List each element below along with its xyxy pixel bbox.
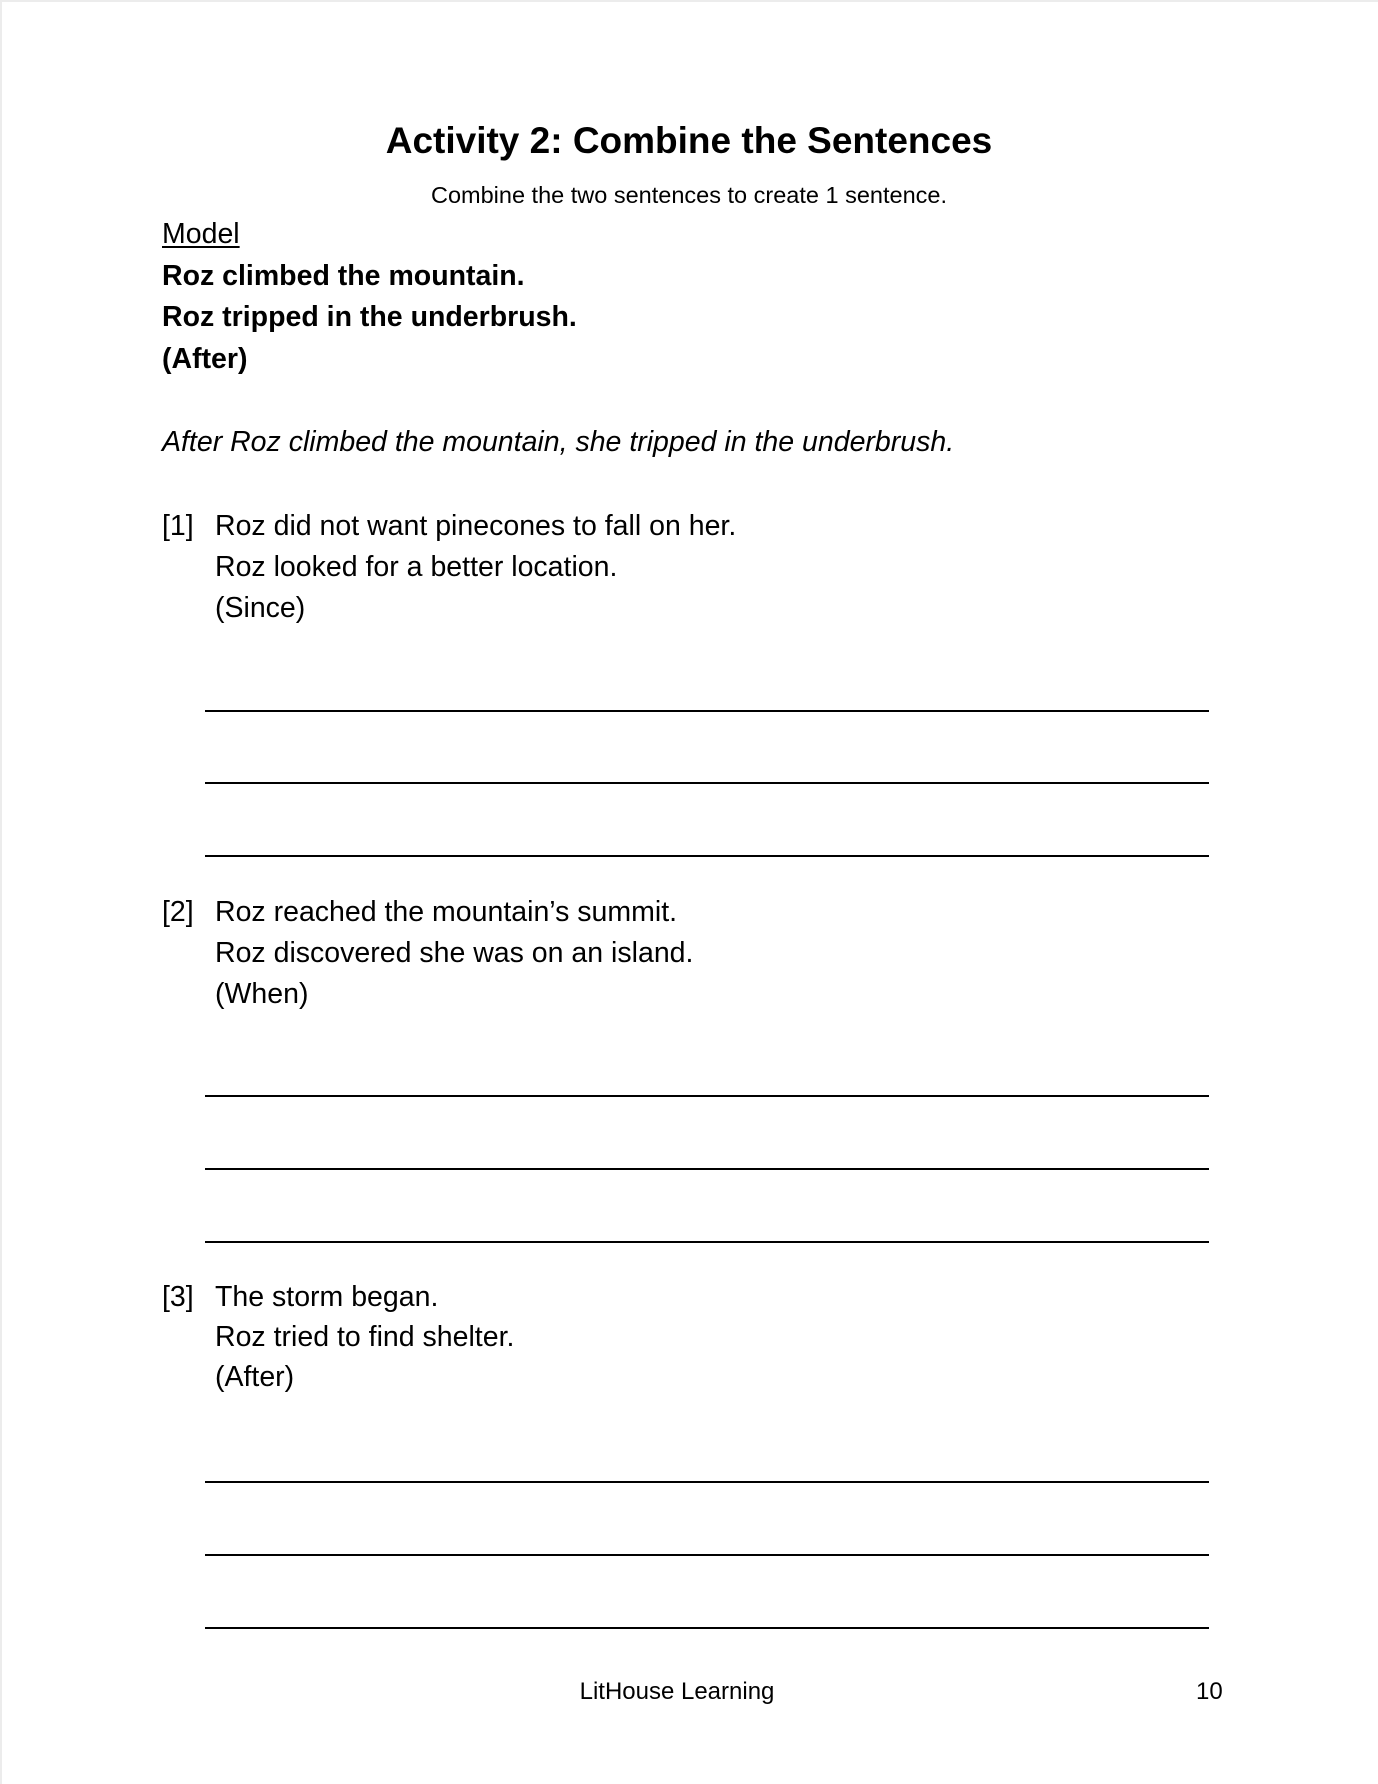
answer-line[interactable]: [205, 1095, 1209, 1097]
question-number: [3]: [162, 1281, 194, 1313]
answer-line[interactable]: [205, 1168, 1209, 1170]
question-number: [1]: [162, 510, 194, 542]
question-sentence-1: The storm began.: [215, 1281, 439, 1313]
answer-line[interactable]: [205, 1481, 1209, 1483]
question-number: [2]: [162, 896, 194, 928]
model-example-answer: After Roz climbed the mountain, she tripped in the underbrush.: [162, 426, 955, 458]
answer-line[interactable]: [205, 1627, 1209, 1629]
question-conjunction: (When): [215, 978, 309, 1010]
model-label: Model: [162, 218, 240, 250]
answer-line[interactable]: [205, 1554, 1209, 1556]
question-sentence-2: Roz tried to find shelter.: [215, 1321, 515, 1353]
answer-line[interactable]: [205, 710, 1209, 712]
answer-line[interactable]: [205, 855, 1209, 857]
question-sentence-2: Roz looked for a better location.: [215, 551, 618, 583]
question-conjunction: (Since): [215, 592, 306, 624]
page-title: Activity 2: Combine the Sentences: [385, 120, 993, 161]
answer-line[interactable]: [205, 782, 1209, 784]
answer-line[interactable]: [205, 1241, 1209, 1243]
question-sentence-1: Roz reached the mountain’s summit.: [215, 896, 678, 928]
model-conjunction: (After): [162, 343, 248, 375]
question-sentence-1: Roz did not want pinecones to fall on her.: [215, 510, 737, 542]
question-conjunction: (After): [215, 1361, 295, 1393]
instructions: Combine the two sentences to create 1 sentence.: [430, 182, 947, 208]
model-sentence-1: Roz climbed the mountain.: [162, 260, 525, 292]
question-sentence-2: Roz discovered she was on an island.: [215, 937, 694, 969]
model-sentence-2: Roz tripped in the underbrush.: [162, 301, 577, 333]
page-number: 10: [1196, 1678, 1223, 1705]
footer-brand: LitHouse Learning: [579, 1678, 775, 1705]
